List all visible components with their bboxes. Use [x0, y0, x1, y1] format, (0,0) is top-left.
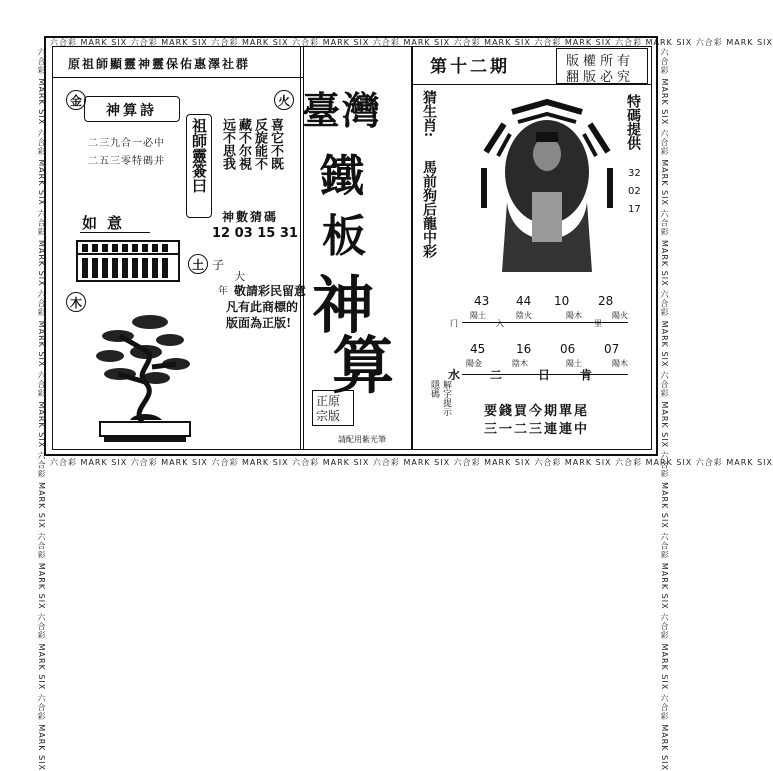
shen-shu-label: 神數猜碼: [222, 210, 279, 224]
row1-sub-4: 陽火: [612, 311, 628, 320]
zodiac-label: 猜生肖:: [421, 90, 437, 138]
row2-number-2: 16: [516, 342, 532, 356]
riddle-line-1: 要錢買今期單尾: [484, 404, 590, 419]
bonsai-icon: [90, 312, 200, 446]
special-label: 特碼提供: [625, 94, 641, 150]
nian-char: 年: [218, 286, 228, 297]
copyright-line-2: 翻版必究: [566, 70, 635, 85]
row1-mark-2: 入: [496, 319, 504, 328]
row2-sub-1: 陽金: [466, 359, 482, 368]
issue-number: 第十二期: [430, 57, 510, 77]
deity-bagua-icon: [472, 92, 622, 282]
row1-number-2: 44: [516, 294, 532, 308]
notice-line-3: 版面為正版!: [226, 316, 292, 330]
row2-number-3: 06: [560, 342, 576, 356]
special-number-3: 17: [628, 204, 641, 215]
verse-col-2: 反旋能不: [252, 118, 267, 170]
zi-char: 子: [212, 258, 225, 272]
notice-line-2: 凡有此商標的: [226, 300, 299, 314]
row2-number-1: 45: [470, 342, 486, 356]
row2-number-4: 07: [604, 342, 620, 356]
border-pattern-bottom: 六合彩 MARK SIX 六合彩 MARK SIX 六合彩 MARK SIX 六合彩 MARK SIX 六合彩 MARK SIX 六合彩 MARK SIX 六合彩 MARK SIX 六合彩 MARK SIX 六合彩 MARK SIX: [50, 458, 773, 467]
abacus-icon: [76, 240, 180, 282]
gold-mark: 金: [66, 90, 86, 110]
row1-number-4: 28: [598, 294, 614, 308]
special-number-2: 02: [628, 186, 641, 197]
verse-col-4: 远不思我: [220, 118, 235, 170]
yin-ma: 隱碼: [429, 380, 439, 398]
row2-mark-4: 肯: [580, 368, 593, 382]
center-ban: 板: [322, 211, 366, 262]
row2-mark-2: 二: [490, 368, 503, 382]
center-shen: 神: [312, 269, 375, 342]
shen-shu-numbers: 12 03 15 31: [212, 226, 298, 241]
poem-line-2: 二五三零特碼并: [88, 156, 165, 167]
row2-mark-1: 水: [448, 368, 461, 382]
special-number-1: 32: [628, 168, 641, 179]
row2-sub-3: 陽土: [566, 359, 582, 368]
wood-mark: 木: [66, 292, 86, 312]
poem-line-1: 二三九合一必中: [88, 138, 165, 149]
row1-mark-1: 门: [450, 319, 458, 328]
jie-zi-hint: 解字提示: [441, 380, 451, 416]
border-pattern-right: 六合彩 MARK SIX 六合彩 MARK SIX 六合彩 MARK SIX 六合彩 MARK SIX 六合彩 MARK SIX 六合彩 MARK SIX 六合彩 MARK SIX 六合彩 MARK SIX 六合彩 MARK SIX: [660, 48, 669, 771]
verse-col-3: 藏不尔視: [236, 118, 251, 170]
left-header: 原祖師顯靈神靈保佑惠澤社群: [68, 57, 251, 71]
row2-sub-4: 陽木: [612, 359, 628, 368]
center-taiwan: 臺灣: [302, 88, 383, 133]
border-pattern-left: 六合彩 MARK SIX 六合彩 MARK SIX 六合彩 MARK SIX 六合彩 MARK SIX 六合彩 MARK SIX 六合彩 MARK SIX 六合彩 MARK SIX 六合彩 MARK SIX 六合彩 MARK SIX: [37, 48, 46, 771]
stamp-text: 正原宗版: [316, 394, 341, 423]
center-tie: 鐵: [320, 151, 364, 202]
zodiac-hint: 馬前狗后龍中彩: [421, 160, 437, 258]
row2-mark-3: 日: [538, 368, 551, 382]
row1-number-3: 10: [554, 294, 570, 308]
row1-sub-1: 陽土: [470, 311, 486, 320]
row1-number-1: 43: [474, 294, 490, 308]
row1-sub-3: 陽木: [566, 311, 582, 320]
verse-col-1: 喜它不既: [268, 118, 283, 170]
border-pattern-top: 六合彩 MARK SIX 六合彩 MARK SIX 六合彩 MARK SIX 六合彩 MARK SIX 六合彩 MARK SIX 六合彩 MARK SIX 六合彩 MARK SIX 六合彩 MARK SIX 六合彩 MARK SIX: [50, 38, 773, 47]
poem-title: 神算詩: [106, 103, 157, 119]
zu-shi-title: 祖師靈簽曰: [190, 118, 208, 193]
fire-mark: 火: [274, 90, 294, 110]
earth-mark: 土: [188, 254, 208, 274]
da-char: 大: [234, 270, 245, 283]
row1-sub-2: 陰火: [516, 311, 532, 320]
pen-note: 請配用紫光筆: [338, 435, 386, 444]
copyright-line-1: 版權所有: [566, 54, 635, 69]
center-suan: 算: [332, 329, 395, 402]
riddle-line-2: 三一二三連連中: [484, 422, 590, 437]
row2-sub-2: 陰木: [512, 359, 528, 368]
ruyi: 如意: [82, 214, 133, 232]
notice-line-1: 敬請彩民留意: [234, 284, 307, 298]
row1-mark-4: 里: [594, 319, 602, 328]
